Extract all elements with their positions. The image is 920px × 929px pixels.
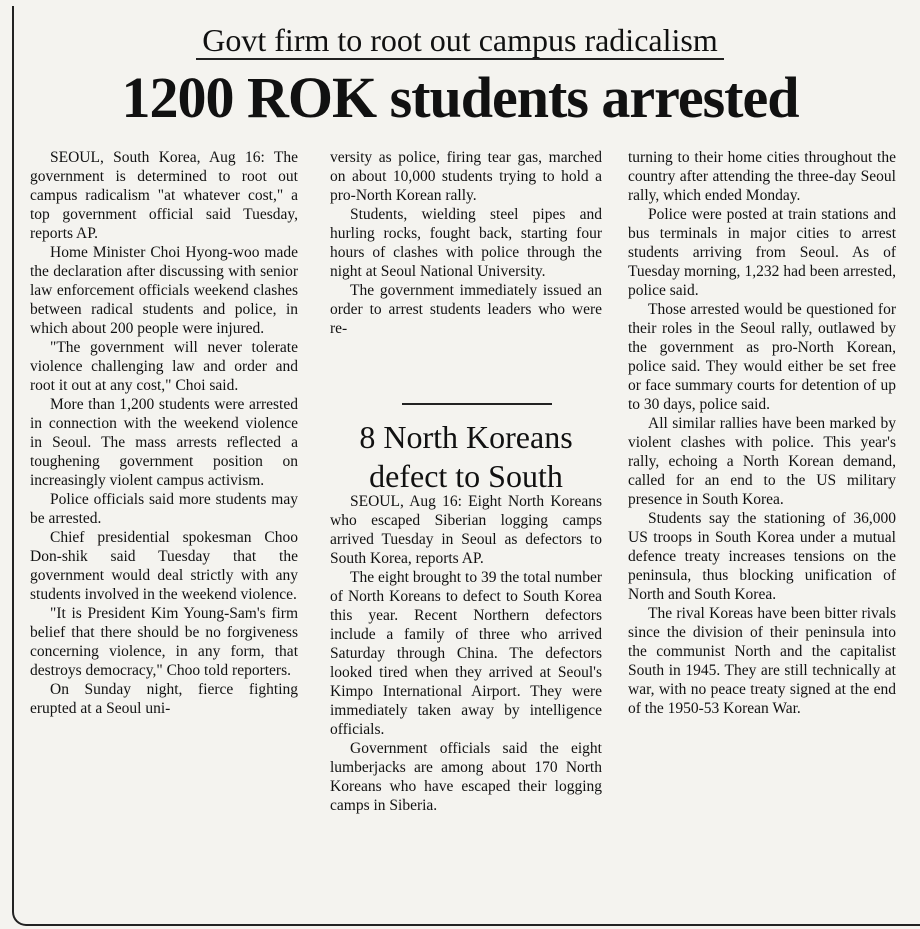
paragraph: Students say the stationing of 36,000 US troops in South Korea under a mutual defence treaty increases tensions on the peninsula, thus blocking unification of North and South Korea. (628, 510, 896, 603)
paragraph: The rival Koreas have been bitter rivals since the division of their peninsula into the communist North and the capitalist South in 1945. They are still technically at war, with no peace treaty signed at the end of the 1950-53 Korean War. (628, 605, 896, 717)
sidebar-headline: 8 North Koreans defect to South (359, 419, 573, 494)
main-headline: 1200 ROK students arrested (121, 65, 799, 130)
paragraph: The government immediately issued an order to arrest students leaders who were re- (330, 282, 602, 337)
article-column-2 (330, 148, 602, 338)
paragraph: Those arrested would be questioned for their roles in the Seoul rally, outlawed by the government as pro-North Korean, police said. They would either be set free or face summary courts for detention of up to 30 days, police said. (628, 301, 896, 413)
paragraph: SEOUL, South Korea, Aug 16: The government is determined to root out campus radicalism "at whatever cost," a top government official said Tuesday, reports AP. (30, 149, 298, 242)
paragraph: Police were posted at train stations and bus terminals in major cities to arrest students arriving from Seoul. As of Tuesday morning, 1,232 had been arrested, police said. (628, 206, 896, 299)
kicker-text: Govt firm to root out campus radicalism (196, 22, 723, 60)
paragraph: Police officials said more students may be arrested. (30, 491, 298, 527)
kicker-line (0, 22, 920, 59)
paragraph: Home Minister Choi Hyong-woo made the declaration after discussing with senior law enforcement officials weekend clashes between radical students and police, in which about 200 people were injured. (30, 244, 298, 337)
paragraph: SEOUL, Aug 16: Eight North Koreans who escaped Siberian logging camps arrived Tuesday in Seoul as defectors to South Korea, reports AP. (330, 493, 602, 567)
paragraph: "The government will never tolerate violence challenging law and order and root it out at any cost," Choi said. (30, 339, 298, 394)
paragraph: More than 1,200 students were arrested in connection with the weekend violence in Seoul. The mass arrests reflected a toughening government position on increasingly violent campus activism. (30, 396, 298, 489)
paragraph: All similar rallies have been marked by violent clashes with police. This year's rally, echoing a North Korean demand, called for an end to the US military presence in South Korea. (628, 415, 896, 508)
paragraph: Government officials said the eight lumberjacks are among about 170 North Koreans who have escaped their logging camps in Siberia. (330, 740, 602, 814)
article-column-3 (628, 148, 896, 718)
paragraph: On Sunday night, fierce fighting erupted at a Seoul uni- (30, 681, 298, 717)
paragraph: versity as police, firing tear gas, marched on about 10,000 students trying to hold a pro-North Korean rally. (330, 149, 602, 204)
paragraph: turning to their home cities throughout the country after attending the three-day Seoul rally, which ended Monday. (628, 149, 896, 204)
paragraph: "It is President Kim Young-Sam's firm belief that there should be no forgiveness concerning violence, in any form, that destroys democracy," Choo told reporters. (30, 605, 298, 679)
article-column-1 (30, 148, 298, 718)
section-divider (402, 403, 552, 405)
paragraph: Chief presidential spokesman Choo Don-shik said Tuesday that the government would deal strictly with any students involved in the weekend violence. (30, 529, 298, 603)
paragraph: The eight brought to 39 the total number of North Koreans to defect to South Korea this year. Recent Northern defectors include a family of three who arrived Saturday through China. The defectors looked tired when they arrived at Seoul's Kimpo International Airport. They were immediately taken away by intelligence officials. (330, 569, 602, 738)
paragraph: Students, wielding steel pipes and hurling rocks, fought back, starting four hours of clashes with police through the night at Seoul National University. (330, 206, 602, 280)
sidebar-story-column (330, 492, 602, 815)
